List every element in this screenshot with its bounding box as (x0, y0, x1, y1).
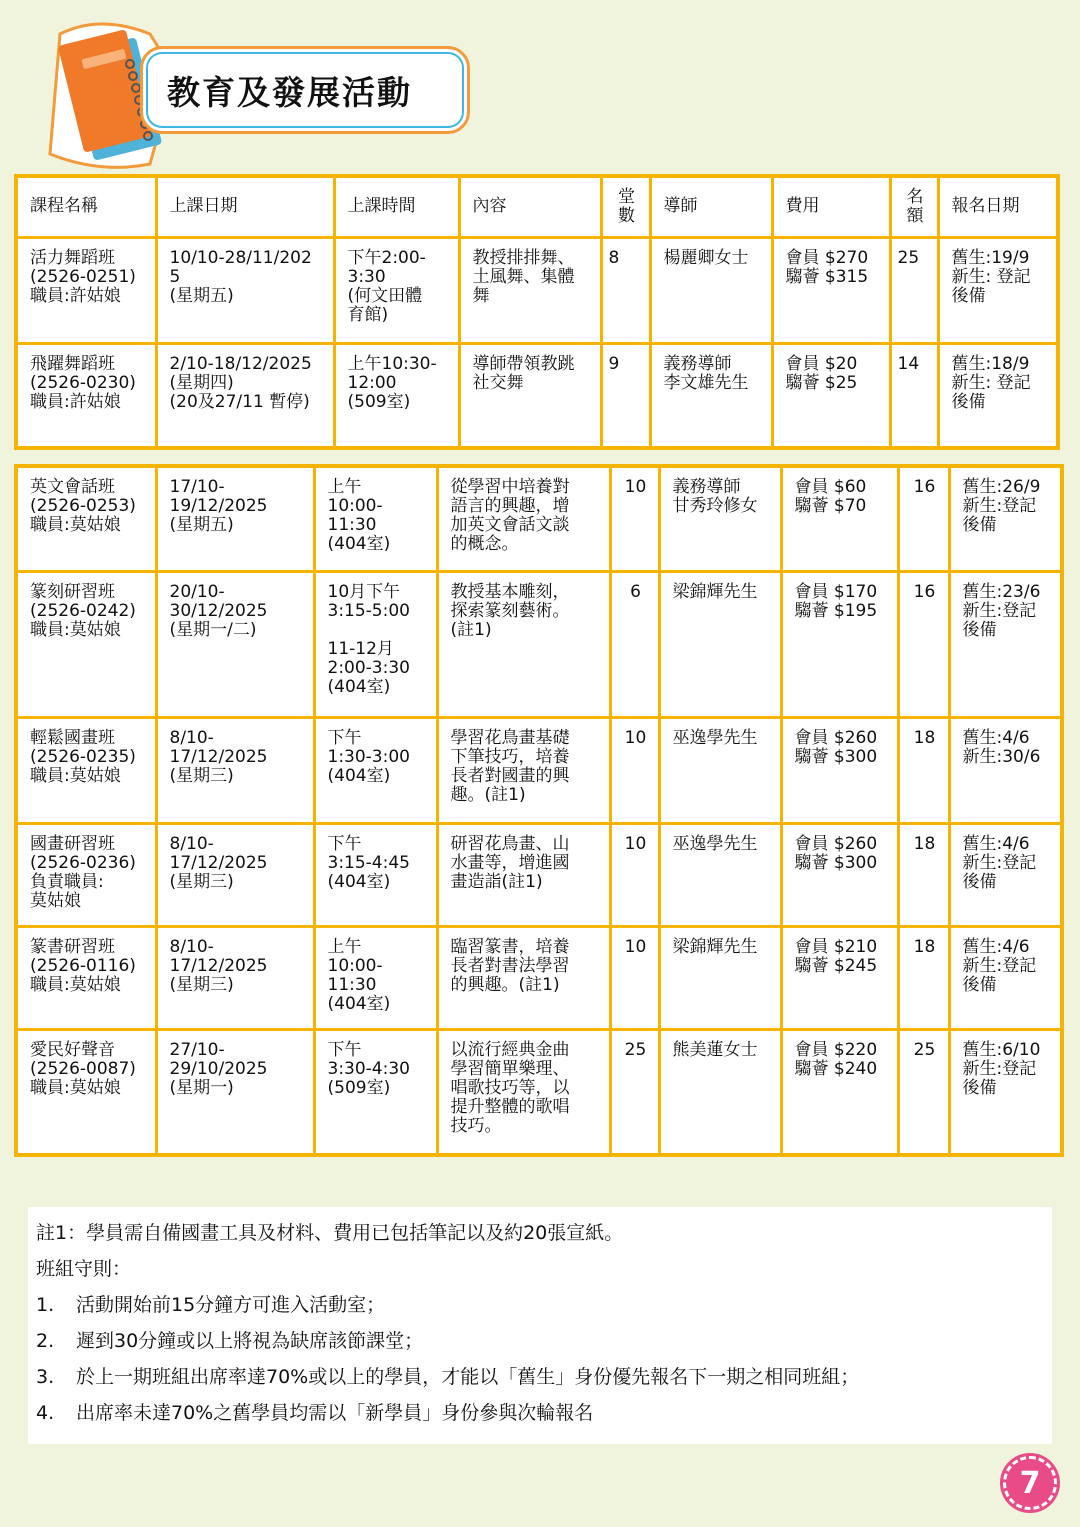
cell-time: 下午 3:30-4:30 (509室) (314, 1029, 437, 1155)
rule-item (36, 1323, 1042, 1359)
page-number-badge: 7 (1003, 1456, 1057, 1510)
rules-title: 班組守則： (36, 1258, 132, 1280)
cell-enrol-date: 舊生:26/9 新生:登記 後備 (949, 466, 1062, 571)
cell-enrol-date: 舊生:4/6 新生:30/6 (949, 717, 1062, 823)
schedule-table-2 (14, 464, 1064, 1157)
cell-sessions: 10 (610, 466, 659, 571)
cell-tutor: 熊美蓮女士 (659, 1029, 781, 1155)
header-cell: 上課日期 (156, 176, 334, 237)
notes-box (28, 1207, 1052, 1444)
table-row (16, 237, 1058, 343)
cell-fee: 會員 $20 騶薈 $25 (772, 343, 890, 448)
rule-number: 3. (36, 1366, 55, 1388)
cell-content: 臨習篆書，培養 長者對書法學習 的興趣。(註1) (437, 926, 610, 1029)
cell-enrol-date: 舊生:4/6 新生:登記 後備 (949, 823, 1062, 926)
cell-date: 8/10- 17/12/2025 (星期三) (156, 717, 314, 823)
cell-content: 導師帶領教跳 社交舞 (459, 343, 601, 448)
cell-quota: 25 (890, 237, 938, 343)
cell-content: 研習花鳥畫、山 水畫等，增進國 畫造詣(註1) (437, 823, 610, 926)
header-cell: 名 額 (890, 176, 938, 237)
table-row (16, 717, 1062, 823)
cell-fee: 會員 $260 騶薈 $300 (781, 717, 898, 823)
cell-fee: 會員 $270 騶薈 $315 (772, 237, 890, 343)
cell-sessions: 8 (601, 237, 650, 343)
cell-sessions: 10 (610, 926, 659, 1029)
rule-number: 1. (36, 1294, 55, 1316)
cell-enrol-date: 舊生:4/6 新生:登記 後備 (949, 926, 1062, 1029)
header-cell: 內容 (459, 176, 601, 237)
cell-date: 2/10-18/12/2025 (星期四) (20及27/11 暫停) (156, 343, 334, 448)
cell-course: 活力舞蹈班 (2526-0251) 職員:許姑娘 (16, 237, 156, 343)
table-header-row (16, 176, 1058, 237)
cell-time: 下午 3:15-4:45 (404室) (314, 823, 437, 926)
schedule-table-1 (14, 174, 1060, 450)
note-1: 註1：學員需自備國畫工具及材料、費用已包括筆記以及約20張宣紙。 (36, 1222, 624, 1244)
table-row (16, 343, 1058, 448)
cell-sessions: 25 (610, 1029, 659, 1155)
cell-course: 飛躍舞蹈班 (2526-0230) 職員:許姑娘 (16, 343, 156, 448)
cell-content: 教授排排舞、 土風舞、集體 舞 (459, 237, 601, 343)
cell-time: 上午 10:00- 11:30 (404室) (314, 466, 437, 571)
cell-tutor: 義務導師 李文雄先生 (650, 343, 772, 448)
rule-item (36, 1359, 1042, 1395)
header-cell: 堂 數 (601, 176, 650, 237)
cell-time: 10月下午 3:15-5:00 11-12月 2:00-3:30 (404室) (314, 571, 437, 717)
cell-sessions: 10 (610, 823, 659, 926)
cell-time: 下午 1:30-3:00 (404室) (314, 717, 437, 823)
cell-course: 輕鬆國畫班 (2526-0235) 職員:莫姑娘 (16, 717, 156, 823)
header-cell: 課程名稱 (16, 176, 156, 237)
rule-text: 活動開始前15分鐘方可進入活動室； (76, 1294, 386, 1316)
header-cell: 導師 (650, 176, 772, 237)
cell-tutor: 巫逸學先生 (659, 717, 781, 823)
cell-course: 篆書研習班 (2526-0116) 職員:莫姑娘 (16, 926, 156, 1029)
cell-enrol-date: 舊生:19/9 新生: 登記 後備 (938, 237, 1058, 343)
table-row (16, 926, 1062, 1029)
table-row (16, 571, 1062, 717)
cell-tutor: 梁錦輝先生 (659, 571, 781, 717)
cell-fee: 會員 $210 騶薈 $245 (781, 926, 898, 1029)
cell-fee: 會員 $170 騶薈 $195 (781, 571, 898, 717)
rule-text: 遲到30分鐘或以上將視為缺席該節課堂； (76, 1330, 424, 1352)
cell-content: 以流行經典金曲 學習簡單樂理、 唱歌技巧等，以 提升整體的歌唱 技巧。 (437, 1029, 610, 1155)
cell-quota: 18 (898, 717, 949, 823)
cell-tutor: 巫逸學先生 (659, 823, 781, 926)
table-row (16, 1029, 1062, 1155)
cell-course: 英文會話班 (2526-0253) 職員:莫姑娘 (16, 466, 156, 571)
cell-sessions: 6 (610, 571, 659, 717)
cell-enrol-date: 舊生:23/6 新生:登記 後備 (949, 571, 1062, 717)
cell-fee: 會員 $220 騶薈 $240 (781, 1029, 898, 1155)
cell-quota: 18 (898, 823, 949, 926)
cell-course: 篆刻研習班 (2526-0242) 職員:莫姑娘 (16, 571, 156, 717)
cell-content: 學習花鳥畫基礎 下筆技巧，培養 長者對國畫的興 趣。(註1) (437, 717, 610, 823)
cell-fee: 會員 $260 騶薈 $300 (781, 823, 898, 926)
cell-course: 國畫研習班 (2526-0236) 負責職員: 莫姑娘 (16, 823, 156, 926)
rule-number: 2. (36, 1330, 55, 1352)
cell-tutor: 梁錦輝先生 (659, 926, 781, 1029)
cell-date: 8/10- 17/12/2025 (星期三) (156, 926, 314, 1029)
cell-date: 27/10- 29/10/2025 (星期一) (156, 1029, 314, 1155)
cell-quota: 14 (890, 343, 938, 448)
rule-number: 4. (36, 1402, 55, 1424)
cell-quota: 18 (898, 926, 949, 1029)
cell-date: 20/10- 30/12/2025 (星期一/二) (156, 571, 314, 717)
page-header (40, 14, 480, 174)
title-box (140, 46, 470, 134)
cell-quota: 16 (898, 466, 949, 571)
cell-quota: 16 (898, 571, 949, 717)
rule-item (36, 1287, 1042, 1323)
rule-item (36, 1395, 1042, 1431)
cell-time: 上午 10:00- 11:30 (404室) (314, 926, 437, 1029)
cell-sessions: 10 (610, 717, 659, 823)
cell-tutor: 楊麗卿女士 (650, 237, 772, 343)
cell-fee: 會員 $60 騶薈 $70 (781, 466, 898, 571)
cell-date: 17/10- 19/12/2025 (星期五) (156, 466, 314, 571)
rule-text: 出席率未達70%之舊學員均需以「新學員」身份參與次輪報名 (76, 1402, 594, 1424)
header-cell: 上課時間 (334, 176, 459, 237)
header-cell: 費用 (772, 176, 890, 237)
cell-sessions: 9 (601, 343, 650, 448)
cell-content: 教授基本雕刻， 探索篆刻藝術。 (註1) (437, 571, 610, 717)
rule-text: 於上一期班組出席率達70%或以上的學員，才能以「舊生」身份優先報名下一期之相同班組； (76, 1366, 860, 1388)
cell-time: 上午10:30- 12:00 (509室) (334, 343, 459, 448)
cell-content: 從學習中培養對 語言的興趣，增 加英文會話文談 的概念。 (437, 466, 610, 571)
cell-enrol-date: 舊生:6/10 新生:登記 後備 (949, 1029, 1062, 1155)
cell-quota: 25 (898, 1029, 949, 1155)
cell-enrol-date: 舊生:18/9 新生: 登記 後備 (938, 343, 1058, 448)
cell-date: 8/10- 17/12/2025 (星期三) (156, 823, 314, 926)
cell-time: 下午2:00- 3:30 (何文田體 育館) (334, 237, 459, 343)
header-cell: 報名日期 (938, 176, 1058, 237)
cell-course: 愛民好聲音 (2526-0087) 職員:莫姑娘 (16, 1029, 156, 1155)
table-row (16, 823, 1062, 926)
table-row (16, 466, 1062, 571)
page-title: 教育及發展活動 (167, 72, 412, 112)
cell-tutor: 義務導師 甘秀玲修女 (659, 466, 781, 571)
cell-date: 10/10-28/11/2025 (星期五) (156, 237, 334, 343)
